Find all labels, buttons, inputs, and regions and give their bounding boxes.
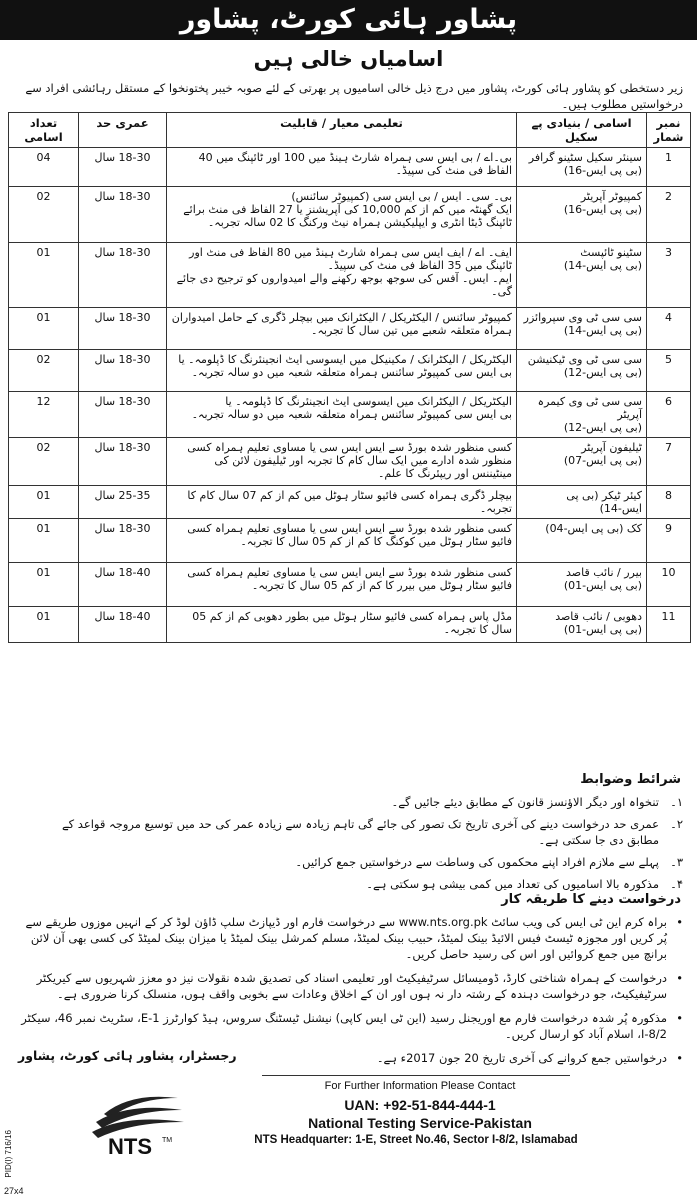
cell-age: 18-30 سال [79, 308, 167, 350]
post-name: سٹینو ٹائپسٹ [580, 246, 642, 259]
cell-qualification [167, 308, 517, 350]
cell-post [517, 486, 647, 519]
cell-post [517, 243, 647, 308]
post-scale: (بی پی ایس-01) [563, 579, 642, 592]
cell-sno: 6 [647, 392, 691, 438]
list-item [43, 876, 683, 892]
qual-line: بی۔اے / بی ایس سی ہمراہ شارٹ ہینڈ میں 100 اور ٹائپنگ میں 40 الفاظ فی منٹ کی سپیڈ۔ [198, 151, 512, 177]
cell-qualification [167, 392, 517, 438]
qual-line: الیکٹریکل / الیکٹرانک / مکینیکل میں ایسوسی ایٹ انجینئرنگ کا ڈپلومہ۔ یا [178, 353, 512, 366]
post-scale: (بی پی ایس-16) [563, 164, 642, 177]
cell-age: 18-40 سال [79, 563, 167, 607]
bullet-icon: • [676, 1011, 683, 1025]
cell-age: 18-30 سال [79, 243, 167, 308]
list-item [15, 970, 683, 1002]
table-row [9, 187, 691, 243]
publication-code: PID(I) 716/16 [4, 1130, 13, 1178]
cell-post [517, 519, 647, 563]
post-name: سی سی ٹی وی کیمرہ آپریٹر [537, 395, 642, 421]
cell-post [517, 438, 647, 486]
table-row [9, 563, 691, 607]
list-item [15, 1010, 683, 1042]
cell-post [517, 308, 647, 350]
list-item [15, 914, 683, 962]
nts-logo-tm: TM [162, 1137, 173, 1144]
header-qualification: تعلیمی معیار / قابلیت [167, 113, 517, 148]
cell-age: 25-35 سال [79, 486, 167, 519]
page-title-banner: پشاور ہائی کورٹ، پشاور [0, 0, 697, 40]
table-row [9, 607, 691, 643]
post-name: ٹیلیفون آپریٹر [581, 441, 642, 454]
table-row [9, 148, 691, 187]
table-row [9, 519, 691, 563]
cell-qualification [167, 148, 517, 187]
cell-post [517, 563, 647, 607]
cell-sno: 1 [647, 148, 691, 187]
condition-text: عمری حد درخواست دینے کی آخری تاریخ تک تصور کی جائے گی تاہم زیادہ سے زیادہ عمر کی حد میں توسیع مروجہ قواعد کے مطابق دی جا سکتی ہے۔ [61, 817, 659, 847]
nts-logo-icon [86, 1088, 196, 1158]
qual-line: بیچلر ڈگری ہمراہ کسی فائیو سٹار ہوٹل میں کم از کم 07 سال کام کا تجربہ۔ [187, 489, 512, 515]
condition-number: ۲۔ [670, 817, 683, 831]
qual-line: ایک گھنٹہ میں کم از کم 10,000 کی آپریشنز یا 27 الفاظ فی منٹ برائے ٹائپنگ ڈیٹا انٹری و ایپلیکیشن ہمراہ نیٹ ورکنگ کا 02 سالہ تجربہ۔ [183, 203, 512, 229]
cell-qualification [167, 486, 517, 519]
qual-line: بی۔ سی۔ ایس / بی ایس سی (کمپیوٹر سائنس) [291, 190, 512, 203]
cell-sno: 9 [647, 519, 691, 563]
cell-age: 18-30 سال [79, 519, 167, 563]
footer-address: NTS Headquarter: 1-E, Street No.46, Sector I-8/2, Islamabad [254, 1134, 578, 1146]
procedure-text: درخواست کے ہمراہ شناختی کارڈ، ڈومیسائل سرٹیفیکیٹ اور تعلیمی اسناد کی تصدیق شدہ نقولات نیز دو معزز شہریوں سے کیریکٹر سرٹیفیکیٹ، جو درخواست دہندہ کے رشتہ دار نہ ہوں اور ان کے اخلاق وعادات سے بخوبی واقف ہوں، منسلک کرنا ضروری ہے۔ [36, 971, 667, 1001]
condition-number: ۴۔ [670, 877, 683, 891]
qual-line: کمپیوٹر سائنس / الیکٹریکل / الیکٹرانک میں بیچلر ڈگری کے حامل امیدواران ہمراہ متعلقہ شعبے میں تین سال کا تجربہ۔ [171, 311, 512, 337]
cell-age: 18-30 سال [79, 438, 167, 486]
list-item [43, 794, 683, 810]
cell-age: 18-30 سال [79, 392, 167, 438]
cell-sno: 8 [647, 486, 691, 519]
list-item [43, 816, 683, 848]
header-age: عمری حد [79, 113, 167, 148]
cell-post [517, 187, 647, 243]
conditions-title: شرائط وضوابط [580, 772, 681, 787]
cell-count: 12 [9, 392, 79, 438]
cell-post [517, 607, 647, 643]
cell-count: 01 [9, 308, 79, 350]
post-scale: (بی پی ایس-14) [563, 259, 642, 272]
post-name: سی سی ٹی وی سپروائزر [523, 311, 642, 324]
footer-uan: UAN: +92-51-844-444-1 [344, 1097, 496, 1113]
post-scale: (بی پی ایس-14) [563, 324, 642, 337]
cell-age: 18-40 سال [79, 607, 167, 643]
qual-line: بی ایس سی کمپیوٹر سائنس ہمراہ متعلقہ شعبہ میں دو سالہ تجربہ۔ [191, 408, 512, 421]
qual-line: کسی منظور شدہ بورڈ سے ایس ایس سی یا مساوی تعلیم ہمراہ کسی فائیو سٹار ہوٹل میں کوکنگ کا کم از کم 05 سال کا تجربہ۔ [187, 522, 512, 548]
cell-sno: 7 [647, 438, 691, 486]
table-row [9, 486, 691, 519]
cell-count: 01 [9, 563, 79, 607]
cell-post [517, 350, 647, 392]
cell-count: 04 [9, 148, 79, 187]
size-code: 27x4 [4, 1186, 24, 1196]
cell-qualification [167, 563, 517, 607]
footer-contact: For Further Information Please Contact [324, 1080, 516, 1092]
cell-count: 01 [9, 486, 79, 519]
post-name: کک (بی پی ایس-04) [545, 522, 642, 535]
registrar-signature: رجسٹرار، پشاور ہائی کورٹ، پشاور [18, 1048, 237, 1063]
cell-qualification [167, 187, 517, 243]
cell-qualification [167, 438, 517, 486]
cell-qualification [167, 243, 517, 308]
qual-line: ایف۔ اے / ایف ایس سی ہمراہ شارٹ ہینڈ میں 80 الفاظ فی منٹ اور ٹائپنگ میں 35 الفاظ فی منٹ کی سپیڈ۔ [189, 246, 512, 272]
post-name: بیرر / نائب قاصد [566, 566, 642, 579]
post-scale: (بی پی ایس-16) [563, 203, 642, 216]
procedure-text: درخواستیں جمع کروانے کی آخری تاریخ 20 جون 2017ء ہے۔ [376, 1051, 667, 1065]
post-scale: (بی پی ایس-01) [563, 623, 642, 636]
cell-sno: 3 [647, 243, 691, 308]
post-name: سی سی ٹی وی ٹیکنیشن [527, 353, 642, 366]
procedure-text: مذکورہ پُر شدہ درخواست فارم مع اوریجنل رسید (این ٹی ایس کاپی) نیشنل ٹیسٹنگ سروس، ہیڈ کوارٹرز E-1، سٹریٹ نمبر 46، سیکٹر I-8/2، اسلام آباد کو ارسال کریں۔ [21, 1011, 667, 1041]
procedure-title: درخواست دینے کا طریقہ کار [501, 892, 681, 907]
page-subtitle: اسامیاں خالی ہیں [253, 47, 444, 71]
qual-line: الیکٹریکل / الیکٹرانک میں ایسوسی ایٹ انجینئرنگ کا ڈپلومہ۔ یا [225, 395, 512, 408]
nts-logo-text: NTS [108, 1134, 152, 1158]
post-scale: (بی پی ایس-12) [563, 421, 642, 434]
cell-count: 02 [9, 350, 79, 392]
footer-org: National Testing Service-Pakistan [308, 1115, 532, 1131]
table-row [9, 308, 691, 350]
cell-age: 18-30 سال [79, 350, 167, 392]
cell-count: 02 [9, 438, 79, 486]
nts-logo-swoosh [92, 1097, 184, 1138]
qual-line: بی ایس سی کمپیوٹر سائنس ہمراہ متعلقہ شعبہ میں دو سالہ تجربہ۔ [191, 366, 512, 379]
post-name: کمپیوٹر آپریٹر [580, 190, 642, 203]
intro-text: زیر دستخطی کو پشاور ہائی کورٹ، پشاور میں درج ذیل خالی اسامیوں پر بھرتی کے لئے صوبہ خیبر پختونخوا کے مستقل رہائشی افراد سے درخواستیں مطلوب ہیں۔ [25, 81, 683, 111]
condition-number: ۳۔ [670, 855, 683, 869]
cell-sno: 4 [647, 308, 691, 350]
post-scale: (بی پی ایس-07) [563, 454, 642, 467]
post-name: دھوبی / نائب قاصد [555, 610, 642, 623]
condition-text: تنخواہ اور دیگر الاؤنسز قانون کے مطابق دیئے جائیں گے۔ [391, 795, 659, 809]
cell-count: 02 [9, 187, 79, 243]
cell-qualification [167, 519, 517, 563]
cell-sno: 11 [647, 607, 691, 643]
procedure-text: براہ کرم این ٹی ایس کی ویب سائٹ www.nts.org.pk سے درخواست فارم اور ڈیپازٹ سلپ ڈاؤن لوڈ کر کے انہیں موزوں طریقے سے پُر کریں اور مجوزہ ٹیسٹ فیس الائیڈ بینک لمیٹڈ، حبیب بینک لمیٹڈ، مسلم کمرشل بینک لمیٹڈ یا میزان بینک لمیٹڈ کی کسی بھی آن لائن برانچ میں جمع کروائیں اور اس کی رسید حاصل کریں۔ [25, 915, 667, 961]
cell-sno: 2 [647, 187, 691, 243]
table-row [9, 438, 691, 486]
cell-count: 01 [9, 243, 79, 308]
cell-count: 01 [9, 607, 79, 643]
cell-sno: 10 [647, 563, 691, 607]
table-row [9, 243, 691, 308]
cell-qualification [167, 350, 517, 392]
qual-line: ایم۔ ایس۔ آفس کی سوجھ بوجھ رکھنے والے امیدواروں کو ترجیح دی جائے گی۔ [176, 272, 512, 298]
cell-age: 18-30 سال [79, 187, 167, 243]
qual-line: کسی منظور شدہ بورڈ سے ایس ایس سی یا مساوی تعلیم ہمراہ کسی فائیو سٹار ہوٹل میں بیرر کا کم از کم 05 سال کا تجربہ۔ [187, 566, 512, 592]
post-scale: (بی پی ایس-12) [563, 366, 642, 379]
footer-divider [262, 1075, 570, 1076]
post-name: سینئر سکیل سٹینو گرافر [528, 151, 642, 164]
post-name: کیئر ٹیکر (بی پی ایس-14) [566, 489, 642, 515]
condition-text: پہلے سے ملازم افراد اپنے محکموں کی وساطت سے درخواستیں جمع کرائیں۔ [295, 855, 659, 869]
conditions-list [43, 794, 683, 898]
header-count: تعداد اسامی [9, 113, 79, 148]
bullet-icon: • [676, 971, 683, 985]
cell-age: 18-30 سال [79, 148, 167, 187]
bullet-icon: • [676, 1051, 683, 1065]
cell-sno: 5 [647, 350, 691, 392]
header-sno: نمبر شمار [647, 113, 691, 148]
vacancy-table [8, 112, 691, 643]
qual-line: مڈل پاس ہمراہ کسی فائیو سٹار ہوٹل میں بطور دھوبی کم از کم 05 سال کا تجربہ۔ [192, 610, 512, 636]
table-row [9, 392, 691, 438]
cell-post [517, 148, 647, 187]
condition-text: مذکورہ بالا اسامیوں کی تعداد میں کمی بیشی ہو سکتی ہے۔ [366, 877, 659, 891]
bullet-icon: • [676, 915, 683, 929]
cell-count: 01 [9, 519, 79, 563]
list-item [43, 854, 683, 870]
table-header-row [9, 113, 691, 148]
cell-post [517, 392, 647, 438]
header-post: اسامی / بنیادی پے سکیل [517, 113, 647, 148]
cell-qualification [167, 607, 517, 643]
condition-number: ۱۔ [670, 795, 683, 809]
table-row [9, 350, 691, 392]
qual-line: کسی منظور شدہ بورڈ سے ایس ایس سی یا مساوی تعلیم ہمراہ کسی منظور شدہ ادارے میں ایک سال کام کا تجربہ اور ٹیلیفون لائن کی مینٹیننس اور ریپئرنگ کا علم۔ [187, 441, 512, 480]
